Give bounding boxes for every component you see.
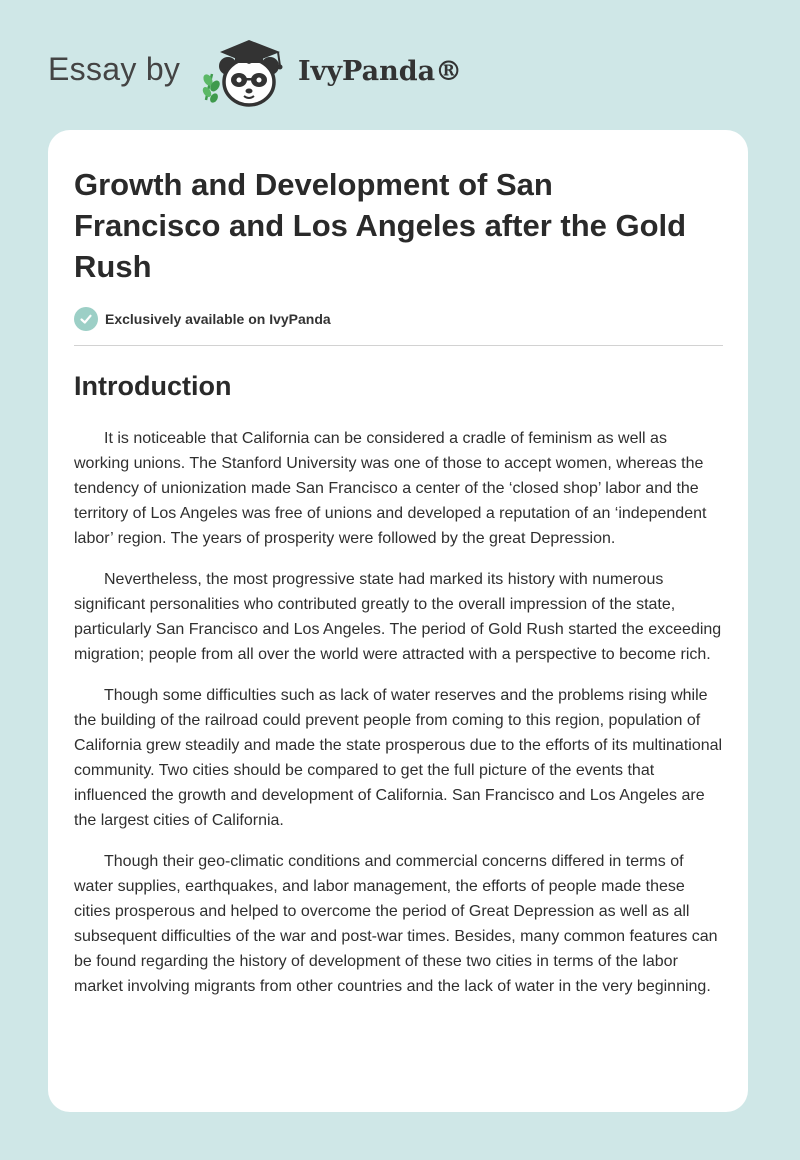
exclusive-badge: [74, 306, 331, 332]
exclusive-label: Exclusively available on IvyPanda: [105, 311, 331, 327]
brand-name[interactable]: IvyPanda®: [298, 56, 463, 87]
site-header: [48, 36, 508, 110]
paragraph: Nevertheless, the most progressive state had marked its history with numerous significant personalities who contributed greatly to the overall impression of the state, particularly San Francisco and Los Angeles. The period of Gold Rush started the exceeding migration; people from all over the world were attracted with a perspective to become rich.: [74, 571, 722, 663]
check-circle-icon: [74, 307, 98, 331]
paragraph: Though some difficulties such as lack of water reserves and the problems rising while the building of the railroad could prevent people from coming to this region, population of California grew steadily and made the state prosperous due to the efforts of its multinational community. Two cities should be compared to get the full picture of the events that influenced the growth and development of California. San Francisco and Los Angeles are the largest cities of California.: [74, 687, 723, 829]
essay-body: [74, 426, 724, 1015]
essay-card: [48, 130, 748, 1112]
essay-title: Growth and Development of San Francisco and Los Angeles after the Gold Rush: [74, 167, 687, 284]
divider: [74, 345, 723, 346]
paragraph: Though their geo-climatic conditions and commercial concerns differed in terms of water supplies, earthquakes, and labor management, the efforts of people made these cities prosperous and helped to overcome the period of Great Depression as well as all subsequent difficulties of the war and post-war times. Besides, many common features can be found regarding the history of development of these two cities in terms of the labor market involving migrants from other countries and the lack of water in the very beginning.: [74, 853, 718, 995]
essay-by-label: Essay by: [48, 51, 181, 87]
section-heading: Introduction: [74, 371, 232, 401]
paragraph: It is noticeable that California can be considered a cradle of feminism as well as working unions. The Stanford University was one of those to accept women, whereas the tendency of unionization made San Francisco a center of the ‘closed shop’ labor and the territory of Los Angeles was free of unions and developed a reputation of an ‘independent labor’ region. The years of prosperity were followed by the great Depression.: [74, 430, 707, 547]
panda-graduate-icon[interactable]: [200, 36, 292, 110]
